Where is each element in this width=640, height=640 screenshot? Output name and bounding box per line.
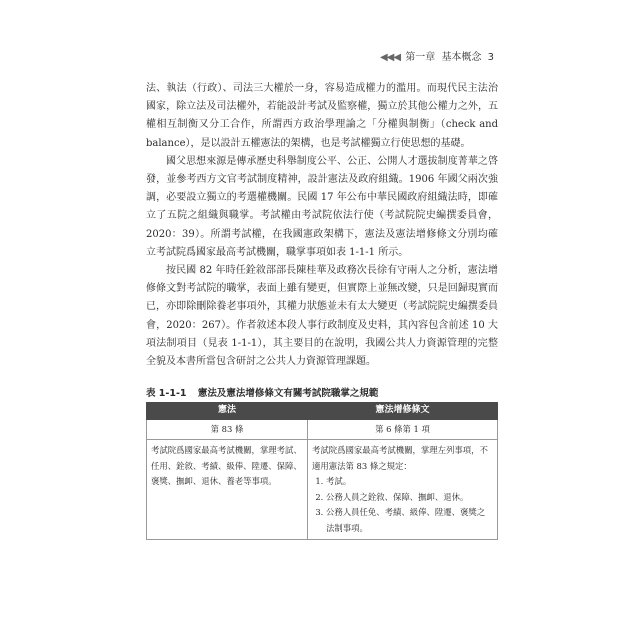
table-header-row [147,403,498,420]
amendment-cell [308,440,498,540]
amendment-intro: 考試院爲國家最高考試機關，掌理左列事項，不適用憲法第 83 條之規定： [312,445,488,471]
amendment-list [312,474,493,536]
paragraph-2: 國父思想來源是傳承歷史科舉制度公平、公正、公開人才選拔制度菁華之啓發，並參考西方文官考試制度精神，設計憲法及政府組織。1906 年國父兩次強調，必要設立獨立的考選權機關。民國 17 年公布中華民國政府組織法時，即確立了五院之組織與職掌。考試權由考試院依法行使（考試院院史編撰委員會，2020：39）。所謂考試權，在我國憲政架構下，憲法及憲法增修條文分別均確立考試院爲國家最高考試機關，職掌事項如表 1-1-1 所示。 [146,155,498,258]
chapter-label: 第一章 [405,52,436,63]
triangle-arrows-icon: ◀◀◀ [379,52,401,63]
list-item: 2. 公務人員之銓敘、保障、撫卹、退休。 [326,490,493,506]
table-caption [146,385,498,399]
header-constitution: 憲法 [147,403,308,420]
subheader-article-6: 第 6 條第 1 項 [308,419,498,440]
list-item: 1. 考試。 [326,474,493,490]
table-number: 表 1-1-1 [146,388,187,399]
subheader-article-83: 第 83 條 [147,419,308,440]
table-subheader-row [147,419,498,440]
duties-table [146,402,498,540]
paragraph-3: 按民國 82 年時任銓敘部部長陳桂華及政務次長徐有守兩人之分析，憲法增修條文對考試院的職掌，表面上雖有變更，但實際上並無改變，只是回歸現實而已，亦即除刪除養老事項外，其權力狀態並未有太大變更（考試院院史編撰委員會，2020：267）。作者敘述本段人事行政制度及史料，其內容包含前述 10 大項法制項目（見表 1-1-1），其主要目的在說明，我國公共人力資源管理的完整全貌及本書所當包含研討之公共人力資源管理課題。 [146,265,498,368]
section-title: 基本概念 [441,52,482,63]
body-text [146,80,498,371]
table-title: 憲法及憲法增修條文有關考試院職掌之規範 [197,388,379,399]
header-amendment: 憲法增修條文 [308,403,498,420]
running-header [380,48,494,63]
constitution-cell: 考試院爲國家最高考試機關，掌理考試、任用、銓敘、考績、級俸、陞遷、保障、褒獎、撫卹、退休、養老等事項。 [147,440,308,540]
table-row [147,440,498,540]
list-item: 3. 公務人員任免、考績、級俸、陞遷、褒獎之法制事項。 [326,505,493,536]
page-number: 3 [487,52,494,63]
paragraph-1: 法、執法（行政）、司法三大權於一身，容易造成權力的濫用。而現代民主法治國家，除立法及司法權外，若能設計考試及監察權，獨立於其他公權力之外，五權相互制衡又分工合作，所謂西方政治學理論之「分權與制衡」（check and balance），是以設計五權憲法的架構，也是考試權獨立行使思想的基礎。 [146,83,498,149]
